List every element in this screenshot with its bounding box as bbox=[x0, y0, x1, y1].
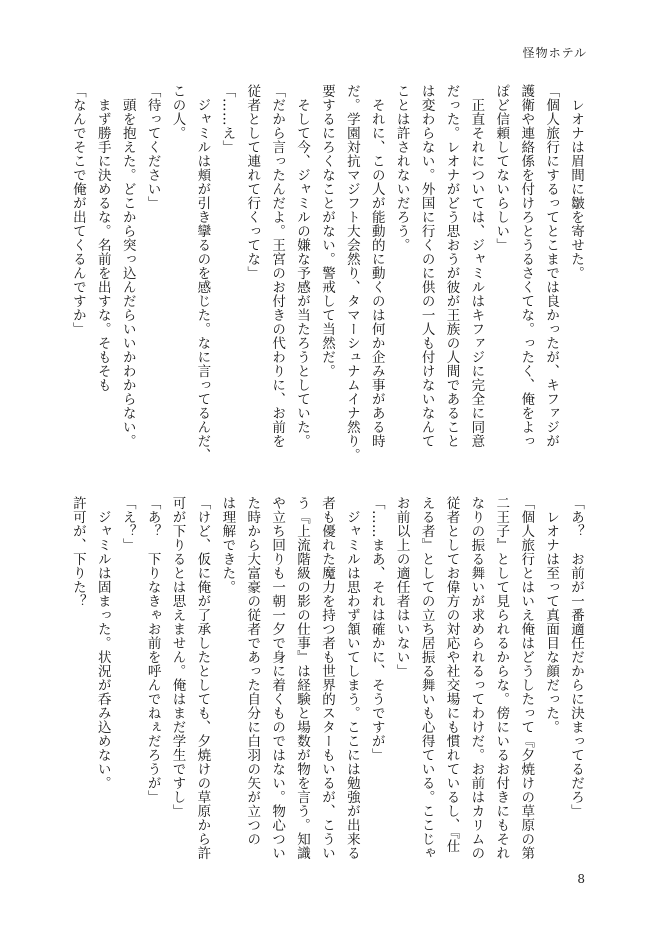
text-line: や立ち回りも一朝一夕で身に着くものではない。物心つい bbox=[269, 496, 286, 860]
text-line: 護衛や連絡係を付けろとうるさくてな。ったく、俺をよっ bbox=[518, 84, 535, 448]
text-line: 可が下りるとは思えません。俺はまだ学生ですし」 bbox=[169, 496, 186, 818]
text-line: 「待ってください」 bbox=[144, 84, 161, 210]
text-line: は変わらない。外国に行くのに供の一人も付けないなんて bbox=[418, 84, 435, 448]
running-head-title: 怪物ホテル bbox=[522, 46, 587, 60]
text-line: 「けど、仮に俺が了承したとしても、夕焼けの草原から許 bbox=[194, 496, 211, 860]
text-line: 「だから言ったんだよ。王宮のお付きの代わりに、お前を bbox=[269, 84, 286, 448]
text-line: お前以上の適任者はいない」 bbox=[393, 496, 410, 678]
text-line: なりの振る舞いが求められるってわけだ。お前はカリムの bbox=[468, 496, 485, 860]
text-line: 正直それについては、ジャミルはキファジに完全に同意 bbox=[468, 84, 485, 448]
text-line: まず勝手に決めるな。名前を出すな。そもそも bbox=[94, 84, 111, 392]
text-line: ことは許されないだろう。 bbox=[393, 84, 410, 252]
text-line: ジャミルは頬が引き攣るのを感じた。なに言ってるんだ、 bbox=[194, 84, 211, 462]
text-line: 従者として連れて行くってな」 bbox=[244, 84, 261, 280]
text-line: それに、この人が能動的に動くのは何か企み事がある時 bbox=[368, 84, 385, 448]
text-line: 「なんでそこで俺が出てくるんですか」 bbox=[69, 84, 86, 336]
text-block-top bbox=[69, 84, 588, 462]
text-line: 二王子』として見られるからな。傍にいるお付きにもそれ bbox=[493, 496, 510, 860]
text-line: そして今、ジャミルの嫌な予感が当たろうとしていた。 bbox=[294, 84, 311, 448]
text-line: ジャミルは思わず頷いてしまう。ここには勉強が出来る bbox=[343, 496, 360, 860]
text-line: レオナは至って真面目な顔だった。 bbox=[543, 496, 560, 734]
text-line: ぽど信頼してないらしい」 bbox=[493, 84, 510, 252]
text-line: ジャミルは固まった。状況が呑み込めない。 bbox=[94, 496, 111, 790]
text-line: 者も優れた魔力を持つ者も世界的スターもいるが、こうい bbox=[318, 496, 335, 860]
text-line: 「え？」 bbox=[119, 496, 136, 552]
text-line: 「……まあ、それは確かに、そうですが」 bbox=[368, 496, 385, 762]
text-line: た時から大富豪の従者であった自分に白羽の矢が立つの bbox=[244, 496, 261, 846]
text-line: 「個人旅行とはいえ俺はどうしたって『夕焼けの草原の第 bbox=[518, 496, 535, 860]
text-line: レオナは眉間に皺を寄せた。 bbox=[568, 84, 584, 280]
text-line: 許可が、下りた？ bbox=[69, 496, 86, 608]
page-number: 8 bbox=[577, 872, 585, 886]
text-line: 「あ？ 下りなきゃお前を呼んでねぇだろうが」 bbox=[144, 496, 161, 804]
text-line: う『上流階級の影の仕事』は経験と場数が物を言う。知識 bbox=[294, 496, 311, 860]
text-line: 従者としてお偉方の対応や社交場にも慣れているし、『仕 bbox=[443, 496, 460, 854]
text-line: 「……え」 bbox=[219, 84, 236, 154]
text-line: 頭を抱えた。どこから突っ込んだらいいかわからない。 bbox=[119, 84, 136, 448]
text-block-bottom bbox=[69, 496, 588, 868]
text-line: この人。 bbox=[169, 84, 186, 140]
text-line: える者』としての立ち居振る舞いも心得ている。ここじゃ bbox=[418, 496, 435, 860]
text-line: 「個人旅行にするってとこまでは良かったが、キファジが bbox=[543, 84, 560, 448]
text-line: だ。学園対抗マジフト大会然り、タマーシュナムイナ然り。 bbox=[343, 84, 360, 462]
text-line: 「あ？ お前が一番適任だからに決まってるだろ」 bbox=[568, 496, 584, 818]
text-line: は理解できた。 bbox=[219, 496, 236, 594]
text-line: だった。レオナがどう思おうが彼が王族の人間であること bbox=[443, 84, 460, 448]
text-line: 要するにろくなことがない。警戒して当然だ。 bbox=[318, 84, 335, 378]
